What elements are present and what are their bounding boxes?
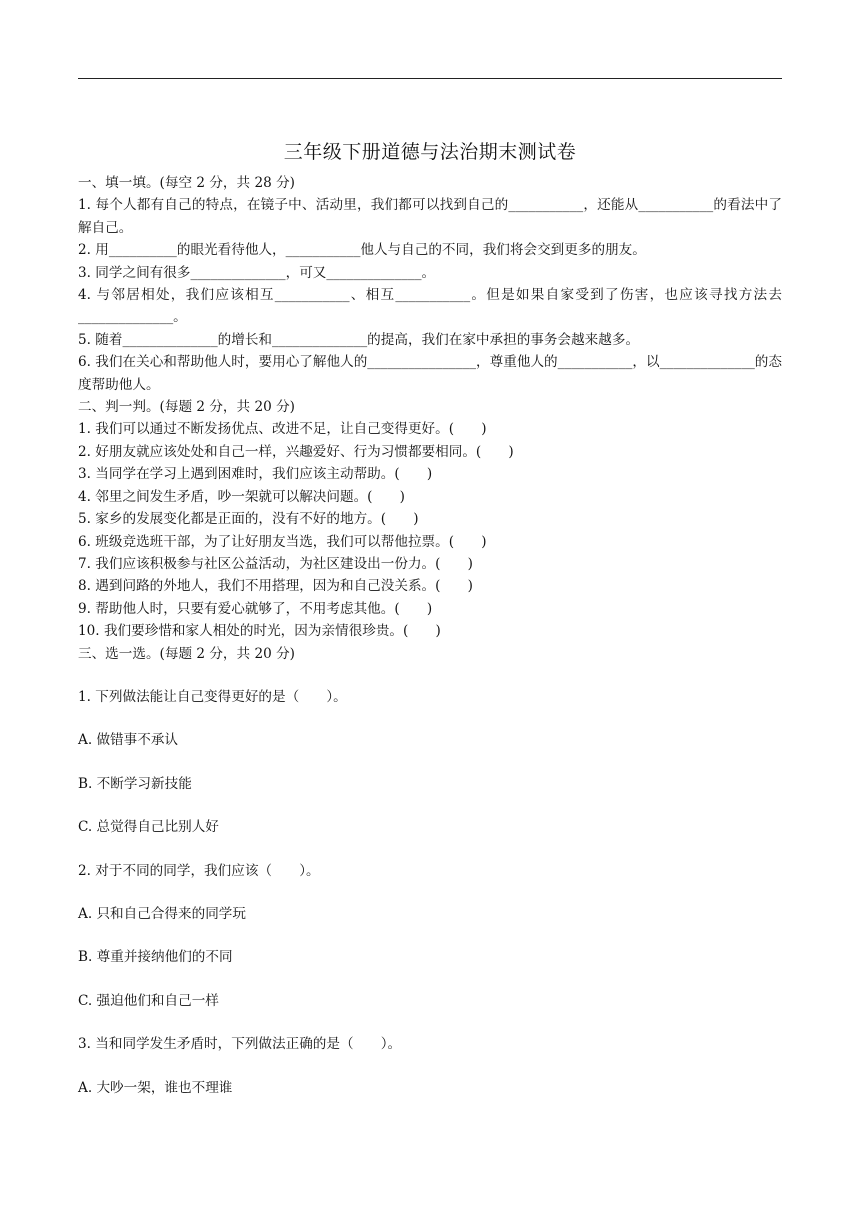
true-false-question: 3. 当同学在学习上遇到困难时，我们应该主动帮助。( ) [78, 466, 433, 483]
choice-question: 1. 下列做法能让自己变得更好的是（ ）。 [78, 688, 347, 705]
header-rule [78, 78, 782, 79]
section-heading-multiple-choice: 三、选一选。(每题 2 分，共 20 分) [78, 645, 295, 662]
fill-in-question: 4. 与邻居相处，我们应该相互___________、相互___________。但是如果自家受到了伤害，也应该寻找方法去______________。 [78, 287, 782, 326]
true-false-question: 1. 我们可以通过不断发扬优点、改进不足，让自己变得更好。( ) [78, 421, 487, 438]
choice-list [78, 686, 782, 1099]
choice-question: 2. 对于不同的同学，我们应该（ ）。 [78, 862, 320, 879]
true-false-question: 2. 好朋友就应该处处和自己一样，兴趣爱好、行为习惯都要相同。( ) [78, 443, 514, 460]
section-true-false [78, 396, 782, 642]
choice-option: A. 只和自己合得来的同学玩 [78, 905, 246, 922]
choice-option: B. 不断学习新技能 [78, 775, 192, 792]
section-multiple-choice [78, 643, 782, 1099]
section-fill-in [78, 172, 782, 396]
choice-option: A. 大吵一架，谁也不理谁 [78, 1079, 233, 1096]
choice-option: B. 尊重并接纳他们的不同 [78, 949, 233, 966]
true-false-question: 5. 家乡的发展变化都是正面的，没有不好的地方。( ) [78, 511, 419, 528]
true-false-question: 4. 邻里之间发生矛盾，吵一架就可以解决问题。( ) [78, 488, 405, 505]
exam-title: 三年级下册道德与法治期末测试卷 [283, 141, 577, 163]
fill-in-question: 1. 每个人都有自己的特点，在镜子中、活动里，我们都可以找到自己的___________，还能从___________的看法中了解自己。 [78, 197, 782, 236]
true-false-question: 10. 我们要珍惜和家人相处的时光，因为亲情很珍贵。( ) [78, 623, 441, 640]
true-false-question: 6. 班级竞选班干部，为了让好朋友当选，我们可以帮他拉票。( ) [78, 533, 487, 550]
choice-option: A. 做错事不承认 [78, 732, 179, 749]
choice-question: 3. 当和同学发生矛盾时，下列做法正确的是（ ）。 [78, 1036, 402, 1053]
fill-in-question: 5. 随着______________的增长和______________的提高，我们在家中承担的事务会越来越多。 [78, 331, 640, 348]
true-false-question: 9. 帮助他人时，只要有爱心就够了，不用考虑其他。( ) [78, 600, 433, 617]
section-heading-fill-in: 一、填一填。(每空 2 分，共 28 分) [78, 175, 295, 191]
exam-page [78, 138, 782, 1120]
fill-in-question: 6. 我们在关心和帮助他人时，要用心了解他人的________________，尊重他人的___________，以______________的态度帮助他人。 [78, 354, 782, 393]
section-heading-true-false: 二、判一判。(每题 2 分，共 20 分) [78, 399, 295, 416]
true-false-question: 7. 我们应该积极参与社区公益活动，为社区建设出一份力。( ) [78, 555, 473, 572]
fill-in-question: 3. 同学之间有很多______________，可又______________。 [78, 264, 436, 281]
choice-option: C. 总觉得自己比别人好 [78, 819, 219, 836]
true-false-question: 8. 遇到问路的外地人，我们不用搭理，因为和自己没关系。( ) [78, 578, 473, 595]
choice-option: C. 强迫他们和自己一样 [78, 992, 219, 1009]
fill-in-question: 2. 用__________的眼光看待他人，___________他人与自己的不同，我们将会交到更多的朋友。 [78, 242, 646, 259]
